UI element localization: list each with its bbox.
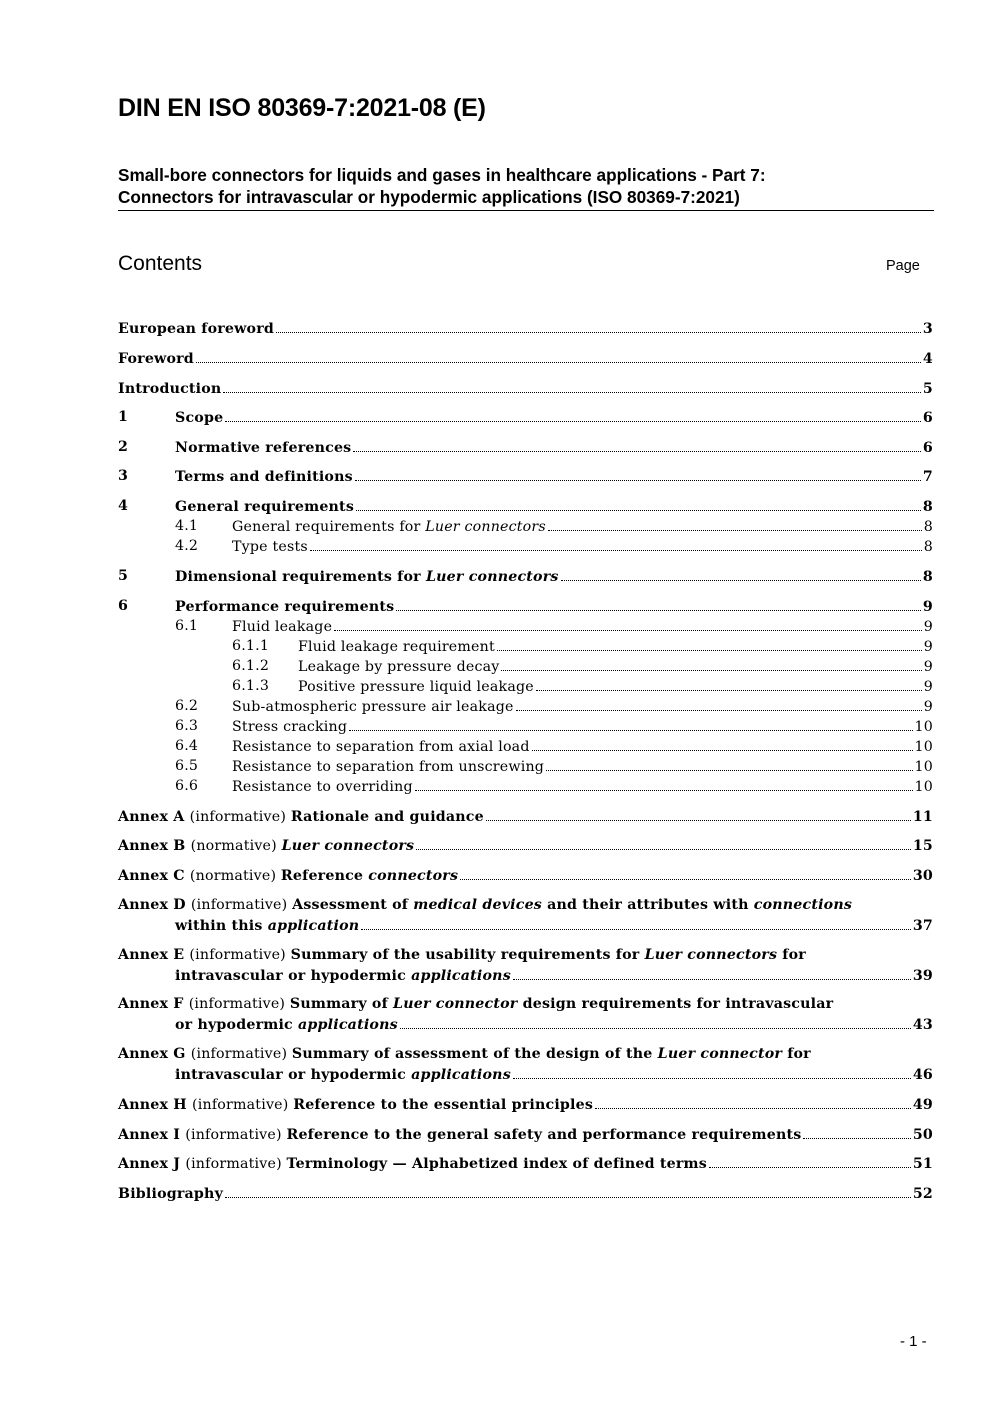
toc-entry-6-1[interactable] <box>118 616 933 636</box>
toc-title: General requirements <box>175 499 355 515</box>
toc-entry-scope[interactable] <box>118 407 933 427</box>
toc-page: 9 <box>923 639 933 655</box>
toc-title: Leakage by pressure decay <box>298 659 500 675</box>
toc-title: intravascular or hypodermic applications <box>175 968 511 984</box>
toc-entry-bibliography[interactable] <box>118 1183 933 1203</box>
toc-page: 43 <box>912 1017 933 1033</box>
toc-number: 6.1.2 <box>232 658 270 674</box>
toc-number: 6.5 <box>175 758 199 774</box>
toc-entry-6-5[interactable] <box>118 756 933 776</box>
toc-entry-annex-h[interactable] <box>118 1094 933 1114</box>
toc-entry-general-requirements[interactable] <box>118 496 933 516</box>
toc-title: Terms and definitions <box>175 469 353 485</box>
toc-number: 6.1 <box>175 618 199 634</box>
toc-entry-6-1-3[interactable] <box>118 676 933 696</box>
toc-leader <box>415 776 913 791</box>
toc-leader <box>536 676 922 691</box>
toc-leader <box>486 806 911 821</box>
toc-leader <box>356 496 921 511</box>
toc-entry-normative-references[interactable] <box>118 437 933 457</box>
toc-page: 9 <box>923 679 933 695</box>
toc-leader <box>460 865 911 880</box>
toc-page: 10 <box>914 719 933 735</box>
toc-number: 6.6 <box>175 778 199 794</box>
toc-leader <box>709 1153 911 1168</box>
toc-entry-annex-d-line1[interactable]: Annex D (informative) Assessment of medical devices and their attributes with connections <box>118 897 853 913</box>
toc-page: 11 <box>912 809 933 825</box>
toc-title: Dimensional requirements for Luer connectors <box>175 569 559 585</box>
toc-entry-annex-a[interactable] <box>118 806 933 826</box>
toc-leader <box>355 466 921 481</box>
subtitle-line-1: Small-bore connectors for liquids and gases in healthcare applications - Part 7: <box>118 165 766 185</box>
toc-number: 2 <box>118 439 129 455</box>
toc-title: Normative references <box>175 440 352 456</box>
toc-entry-annex-f-line1[interactable]: Annex F (informative) Summary of Luer connector design requirements for intravascular <box>118 996 834 1012</box>
toc-leader <box>334 616 922 631</box>
toc-page: 6 <box>922 410 933 426</box>
toc-page: 39 <box>912 968 933 984</box>
toc-leader <box>196 348 921 363</box>
toc-page: 10 <box>914 779 933 795</box>
toc-leader <box>803 1124 910 1139</box>
toc-leader <box>396 596 921 611</box>
toc-page: 3 <box>922 321 933 337</box>
toc-page: 50 <box>912 1127 933 1143</box>
toc-entry-4-1[interactable] <box>118 516 933 536</box>
toc-leader <box>225 1183 911 1198</box>
toc-leader <box>532 736 913 751</box>
toc-leader <box>310 536 922 551</box>
toc-page: 6 <box>922 440 933 456</box>
toc-title: Annex I (informative) Reference to the general safety and performance requirements <box>118 1127 802 1143</box>
toc-entry-annex-g-line2[interactable] <box>118 1064 933 1084</box>
toc-entry-6-6[interactable] <box>118 776 933 796</box>
toc-title: Bibliography <box>118 1186 224 1202</box>
document-subtitle <box>118 164 933 208</box>
toc-entry-annex-f-line2[interactable] <box>118 1014 933 1034</box>
toc-entry-annex-j[interactable] <box>118 1153 933 1173</box>
toc-leader <box>516 696 922 711</box>
toc-entry-6-1-1[interactable] <box>118 636 933 656</box>
toc-number: 1 <box>118 409 129 425</box>
document-id: DIN EN ISO 80369-7:2021-08 (E) <box>118 94 486 122</box>
toc-entry-annex-c[interactable] <box>118 865 933 885</box>
toc-leader <box>595 1094 911 1109</box>
toc-entry-6-2[interactable] <box>118 696 933 716</box>
toc-number: 6.1.1 <box>232 638 270 654</box>
toc-title: Type tests <box>232 539 308 555</box>
toc-title: Annex H (informative) Reference to the essential principles <box>118 1097 594 1113</box>
toc-title: within this application <box>175 918 360 934</box>
toc-title: Resistance to overriding <box>232 779 413 795</box>
toc-title: intravascular or hypodermic applications <box>175 1067 511 1083</box>
toc-page: 46 <box>912 1067 933 1083</box>
toc-title: Scope <box>175 410 224 426</box>
toc-title: Fluid leakage requirement <box>298 639 495 655</box>
toc-page: 7 <box>922 469 933 485</box>
toc-entry-annex-i[interactable] <box>118 1124 933 1144</box>
toc-leader <box>513 1064 911 1079</box>
toc-page: 4 <box>922 351 933 367</box>
toc-entry-6-1-2[interactable] <box>118 656 933 676</box>
toc-leader <box>361 915 911 930</box>
toc-number: 5 <box>118 568 129 584</box>
toc-page: 9 <box>922 599 933 615</box>
page-column-heading: Page <box>886 258 920 274</box>
toc-title: Performance requirements <box>175 599 395 615</box>
toc-entry-performance-requirements[interactable] <box>118 596 933 616</box>
toc-number: 6.4 <box>175 738 199 754</box>
toc-page: 8 <box>923 519 933 535</box>
toc-page: 8 <box>923 539 933 555</box>
toc-page: 9 <box>923 659 933 675</box>
toc-leader <box>349 716 912 731</box>
toc-entry-6-3[interactable] <box>118 716 933 736</box>
toc-page: 15 <box>912 838 933 854</box>
toc-entry-dimensional-requirements[interactable] <box>118 566 933 586</box>
toc-title: Positive pressure liquid leakage <box>298 679 534 695</box>
toc-title: or hypodermic applications <box>175 1017 398 1033</box>
toc-leader <box>497 636 922 651</box>
toc-leader <box>501 656 921 671</box>
toc-title: Resistance to separation from axial load <box>232 739 530 755</box>
toc-leader <box>546 756 912 771</box>
toc-title: Fluid leakage <box>232 619 333 635</box>
toc-leader <box>400 1014 911 1029</box>
toc-title: Annex C (normative) Reference connectors <box>118 868 459 884</box>
toc-title: Sub-atmospheric pressure air leakage <box>232 699 514 715</box>
toc-leader <box>225 407 921 422</box>
toc-page: 5 <box>922 381 933 397</box>
toc-number: 4 <box>118 498 129 514</box>
toc-leader <box>416 835 911 850</box>
toc-title: General requirements for Luer connectors <box>232 519 546 535</box>
toc-entry-terms-and-definitions[interactable] <box>118 466 933 486</box>
toc-number: 4.1 <box>175 518 199 534</box>
toc-number: 4.2 <box>175 538 199 554</box>
toc-title: Annex B (normative) Luer connectors <box>118 838 415 854</box>
toc-title: Annex A (informative) Rationale and guidance <box>118 809 484 825</box>
toc-leader <box>548 516 922 531</box>
toc-entry-annex-e-line1[interactable]: Annex E (informative) Summary of the usability requirements for Luer connectors for <box>118 947 806 963</box>
toc-entry-4-2[interactable] <box>118 536 933 556</box>
toc-page: 10 <box>914 739 933 755</box>
contents-heading: Contents <box>118 252 203 275</box>
toc-leader <box>276 318 921 333</box>
toc-page: 9 <box>923 699 933 715</box>
toc-leader <box>223 378 920 393</box>
toc-number: 6.2 <box>175 698 199 714</box>
toc-number: 6.3 <box>175 718 199 734</box>
toc-number: 6.1.3 <box>232 678 270 694</box>
toc-leader <box>561 566 921 581</box>
toc-entry-annex-g-line1[interactable]: Annex G (informative) Summary of assessment of the design of the Luer connector for <box>118 1046 811 1062</box>
toc-page: 51 <box>912 1156 933 1172</box>
toc-page: 8 <box>922 499 933 515</box>
toc-number: 6 <box>118 598 129 614</box>
toc-entry-introduction[interactable] <box>118 378 933 398</box>
toc-entry-annex-b[interactable] <box>118 835 933 855</box>
toc-entry-foreword[interactable] <box>118 348 933 368</box>
toc-title: Foreword <box>118 351 194 367</box>
toc-entry-european-foreword[interactable] <box>118 318 933 338</box>
subtitle-rule <box>118 210 934 211</box>
toc-page: 9 <box>923 619 933 635</box>
toc-title: Stress cracking <box>232 719 348 735</box>
toc-number: 3 <box>118 468 129 484</box>
toc-entry-annex-e-line2[interactable] <box>118 965 933 985</box>
toc-page: 30 <box>912 868 933 884</box>
toc-title: Resistance to separation from unscrewing <box>232 759 545 775</box>
toc-entry-6-4[interactable] <box>118 736 933 756</box>
toc-title: Annex J (informative) Terminology — Alphabetized index of defined terms <box>118 1156 707 1172</box>
toc-title: Introduction <box>118 381 222 397</box>
toc-page: 37 <box>912 918 933 934</box>
toc-entry-annex-d-line2[interactable] <box>118 915 933 935</box>
subtitle-line-2: Connectors for intravascular or hypodermic applications (ISO 80369-7:2021) <box>118 187 740 207</box>
toc-leader <box>353 437 921 452</box>
toc-page: 8 <box>922 569 933 585</box>
toc-page: 49 <box>912 1097 933 1113</box>
toc-page: 10 <box>914 759 933 775</box>
toc-title: European foreword <box>118 321 274 337</box>
toc-page: 52 <box>912 1186 933 1202</box>
page-number: - 1 - <box>900 1333 927 1350</box>
toc-leader <box>513 965 911 980</box>
